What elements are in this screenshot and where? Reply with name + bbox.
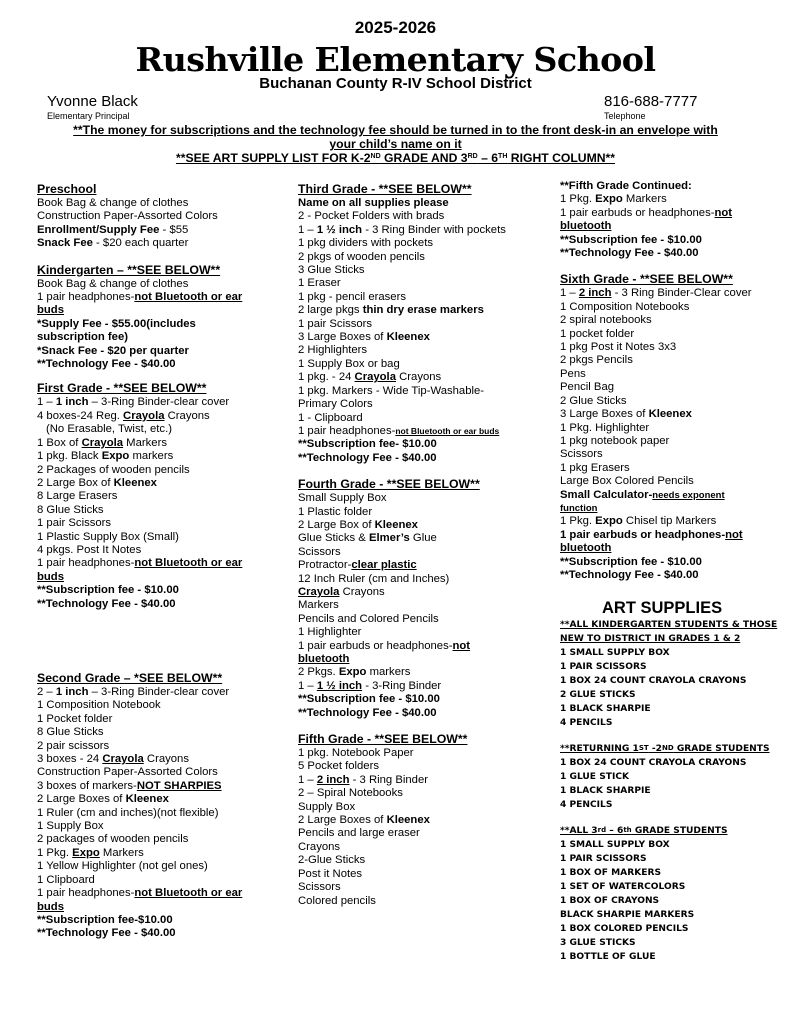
- list-item: [560, 515, 752, 528]
- list-item: 4 PENCILS: [560, 800, 613, 810]
- see-art-sup1: ND: [370, 153, 381, 160]
- list-item: **Subscription fee - $10.00: [37, 584, 179, 597]
- list-item: 1 SMALL SUPPLY BOX: [560, 840, 670, 850]
- art-supplies-title: ART SUPPLIES: [602, 599, 723, 617]
- list-item: Pens: [560, 367, 586, 380]
- list-item: 2 pair scissors: [37, 739, 110, 752]
- see-art-sup3: TH: [498, 153, 508, 160]
- list-item: 1 BOTTLE OF GLUE: [560, 952, 656, 962]
- list-item: [560, 489, 752, 502]
- list-item: 1 BOX OF CRAYONS: [560, 896, 660, 906]
- list-item: 4 pkgs. Post It Notes: [37, 543, 142, 556]
- list-item: 2-Glue Sticks: [298, 854, 366, 867]
- list-item: [298, 559, 506, 572]
- item-emphasis: Kleenex: [374, 518, 418, 531]
- list-item: 2 pkgs of wooden pencils: [298, 250, 425, 263]
- item-text: Crayons: [395, 371, 442, 384]
- list-item: [37, 847, 242, 860]
- list-item: [298, 224, 506, 237]
- principal-title: Elementary Principal: [47, 111, 130, 121]
- phone-number: 816-688-7777: [604, 93, 698, 110]
- list-item: 1 Clipboard: [37, 873, 95, 886]
- list-item: [298, 774, 506, 787]
- list-item: 1 Plastic folder: [298, 505, 373, 518]
- list-item: 1 pkg. Notebook Paper: [298, 747, 414, 760]
- list-item: [298, 371, 506, 384]
- list-item: [37, 437, 242, 450]
- list-item: Colored pencils: [298, 894, 376, 907]
- list-item: Scissors: [298, 881, 341, 894]
- item-text: 1 pkg. - 24: [298, 371, 355, 384]
- item-emphasis: not: [725, 528, 743, 541]
- list-item: 1 Composition Notebook: [37, 699, 161, 712]
- list-item: [560, 287, 752, 300]
- list-item: **Technology Fee - $40.00: [560, 568, 699, 581]
- item-text: 1 pair headphones-: [37, 557, 135, 570]
- heading-part: -2: [648, 744, 662, 754]
- item-text: Crayons: [143, 753, 189, 766]
- list-item: [37, 780, 242, 793]
- principal-name: Yvonne Black: [47, 93, 138, 110]
- heading-part: GRADE STUDENTS: [673, 744, 770, 754]
- art-group1-heading: NEW TO DISTRICT IN GRADES 1 & 2: [560, 634, 741, 644]
- item-text: Glue: [409, 532, 437, 545]
- item-text: 1 pair earbuds or headphones-: [560, 528, 726, 541]
- list-item: Construction Paper-Assorted Colors: [37, 210, 218, 223]
- list-item: [37, 477, 242, 490]
- item-emphasis: NOT SHARPIES: [136, 779, 222, 792]
- school-year: 2025-2026: [354, 18, 437, 37]
- list-item: 1 BOX 24 COUNT CRAYOLA CRAYONS: [560, 676, 747, 686]
- list-item: 1 pkg - pencil erasers: [298, 290, 406, 303]
- list-item: 1 BOX 24 COUNT CRAYOLA CRAYONS: [560, 758, 747, 768]
- heading-sup: ND: [662, 744, 674, 752]
- item-text: Crayons: [164, 409, 210, 422]
- list-item: [37, 887, 242, 900]
- item-text: 2 Large Box of: [298, 518, 375, 531]
- list-item: 1 Pocket folder: [37, 712, 113, 725]
- item-emphasis: 1 ½ inch: [316, 223, 363, 236]
- heading-sup: rd: [597, 826, 607, 834]
- list-item: 3 Glue Sticks: [298, 264, 365, 277]
- see-art-b: GRADE AND 3: [380, 151, 468, 165]
- art-supplies: [560, 598, 777, 964]
- art-group3-heading: [560, 824, 777, 838]
- first-grade-heading: First Grade - **SEE BELOW**: [37, 381, 207, 396]
- item-emphasis: Kleenex: [386, 331, 430, 344]
- list-item: 2 packages of wooden pencils: [37, 833, 189, 846]
- list-item: **Subscription fee - $10.00: [560, 555, 702, 568]
- list-item: **Technology Fee - $40.00: [298, 706, 437, 719]
- item-emphasis: not: [452, 639, 471, 652]
- list-item: 1 pkg notebook paper: [560, 434, 670, 447]
- item-text: 1 –: [298, 773, 317, 786]
- list-item: **Subscription fee-$10.00: [37, 913, 173, 926]
- item-text: 3 boxes of markers-: [37, 779, 137, 792]
- list-item: Markers: [298, 599, 339, 612]
- list-item: Large Box Colored Pencils: [560, 475, 694, 488]
- art-group1-heading: **ALL KINDERGARTEN STUDENTS & THOSE: [560, 620, 778, 630]
- item-text: - 3 Ring Binder: [349, 773, 428, 786]
- heading-sup: ST: [638, 744, 649, 752]
- list-item: buds: [37, 900, 64, 913]
- item-text: 1 pkg. Black: [37, 450, 102, 463]
- list-item: 2 GLUE STICKS: [560, 690, 636, 700]
- list-item: [37, 291, 242, 304]
- item-text: 2 Large Box of: [37, 476, 114, 489]
- list-item: 1 pkg. Markers - Wide Tip-Washable-: [298, 384, 485, 397]
- item-text: - 3 Ring Binder-Clear cover: [611, 287, 752, 300]
- item-text: 1 Pkg.: [37, 846, 73, 859]
- list-item: 1 Yellow Highlighter (not gel ones): [37, 860, 208, 873]
- sixth-grade-heading: Sixth Grade - **SEE BELOW**: [560, 272, 733, 287]
- art-group2-heading: [560, 742, 777, 756]
- list-item: *Supply Fee - $55.00(includes: [37, 317, 196, 330]
- list-item: [37, 793, 242, 806]
- list-item: [298, 666, 506, 679]
- heading-part: GRADE STUDENTS: [631, 826, 728, 836]
- list-item: [298, 586, 506, 599]
- list-item: 1 - Clipboard: [298, 411, 363, 424]
- item-emphasis: not: [714, 206, 733, 219]
- list-item: 8 Glue Sticks: [37, 726, 104, 739]
- list-item: Pencil Bag: [560, 381, 615, 394]
- fifth-continued-heading: **Fifth Grade Continued:: [560, 180, 692, 192]
- list-item: 2 - Pocket Folders with brads: [298, 210, 445, 223]
- item-text: 2 –: [37, 686, 56, 698]
- item-emphasis: 1 inch: [55, 396, 89, 409]
- list-item: [298, 532, 506, 545]
- fifth-grade-heading: Fifth Grade - **SEE BELOW**: [298, 732, 468, 747]
- preschool-heading: Preschool: [37, 182, 97, 196]
- list-item: 1 Composition Notebooks: [560, 300, 690, 313]
- fee-notice-line1: **The money for subscriptions and the technology fee should be turned in to the front desk-in an envelope with: [73, 123, 718, 137]
- item-emphasis: 1 ½ inch: [316, 679, 363, 692]
- list-item: Scissors: [560, 448, 603, 461]
- item-text: 3 Large Boxes of: [298, 331, 387, 344]
- see-art-d: RIGHT COLUMN**: [507, 151, 616, 165]
- list-item: [37, 237, 242, 250]
- list-item: 5 Pocket folders: [298, 760, 380, 773]
- item-emphasis: thin dry erase markers: [362, 304, 484, 317]
- item-text: Crayons: [339, 585, 385, 598]
- item-text: 1 pair earbuds or headphones-: [560, 206, 715, 219]
- item-emphasis: Crayola: [81, 436, 124, 449]
- list-item: **Technology Fee - $40.00: [560, 247, 699, 260]
- fee-notice-line2: your child’s name on it: [329, 137, 462, 151]
- list-item: [298, 304, 506, 317]
- item-text: markers: [129, 450, 174, 463]
- item-text: 3 boxes - 24: [37, 753, 103, 766]
- list-item: 1 Supply Box: [37, 820, 104, 833]
- list-item: 1 PAIR SCISSORS: [560, 854, 647, 864]
- item-text: 1 pair earbuds or headphones-: [298, 639, 453, 652]
- item-emphasis: 2 inch: [578, 287, 612, 300]
- heading-part: **RETURNING 1: [560, 744, 639, 754]
- phone-label: Telephone: [604, 111, 646, 121]
- list-item: [298, 814, 506, 827]
- list-item: [37, 396, 242, 409]
- item-emphasis: Expo: [338, 666, 367, 679]
- item-emphasis: Crayola: [123, 409, 165, 422]
- column-1-bottom: [37, 671, 242, 941]
- list-item: 1 PAIR SCISSORS: [560, 662, 647, 672]
- list-item: *Snack Fee - $20 per quarter: [37, 344, 189, 357]
- list-item: Supply Box: [298, 800, 356, 813]
- list-item: 2 spiral notebooks: [560, 314, 652, 327]
- list-item: [298, 331, 506, 344]
- item-text: 1 –: [298, 679, 317, 692]
- list-item: 3 GLUE STICKS: [560, 938, 636, 948]
- heading-part: – 6: [606, 826, 624, 836]
- school-name: Rushville Elementary School: [135, 40, 656, 79]
- list-item: function: [560, 502, 598, 514]
- list-item: 1 Highlighter: [298, 626, 362, 639]
- list-item: [37, 450, 242, 463]
- list-item: 1 pocket folder: [560, 327, 635, 340]
- fee-notice: [40, 123, 751, 151]
- list-item: Crayons: [298, 840, 341, 853]
- item-emphasis: Kleenex: [125, 793, 169, 806]
- list-item: [560, 408, 752, 421]
- item-text: 3 Large Boxes of: [560, 408, 649, 421]
- list-item: (No Erasable, Twist, etc.): [46, 423, 172, 436]
- list-item: [37, 224, 242, 237]
- item-text: 1 –: [37, 396, 56, 409]
- see-art-c: – 6: [477, 151, 499, 165]
- item-emphasis: Kleenex: [113, 476, 157, 489]
- list-item: **Technology Fee - $40.00: [37, 597, 176, 610]
- list-item: 1 BOX OF MARKERS: [560, 868, 662, 878]
- item-emphasis: Crayola: [102, 753, 144, 766]
- item-emphasis: Expo: [595, 515, 623, 528]
- item-text: Chisel tip Markers: [622, 515, 717, 528]
- list-item: [298, 425, 506, 438]
- list-item: Pencils and Colored Pencils: [298, 612, 439, 625]
- list-item: Construction Paper-Assorted Colors: [37, 766, 218, 779]
- item-text: 1 Pkg.: [560, 515, 596, 528]
- list-item: 2 pkgs Pencils: [560, 354, 633, 367]
- see-art-a: **SEE ART SUPPLY LIST FOR K-2: [175, 151, 371, 165]
- enrollment-fee-label: Enrollment/Supply Fee: [37, 223, 160, 236]
- item-emphasis: Crayola: [298, 585, 340, 598]
- list-item: bluetooth: [560, 220, 612, 233]
- list-item: Small Supply Box: [298, 492, 387, 505]
- item-text: 1 pair headphones-: [298, 424, 396, 437]
- list-item: **Technology Fee - $40.00: [37, 358, 176, 371]
- list-item: Post it Notes: [298, 867, 363, 880]
- list-item: **Subscription fee- $10.00: [298, 438, 437, 451]
- list-item: buds: [37, 570, 64, 583]
- snack-fee-label: Snack Fee: [37, 237, 93, 250]
- item-text: - 3 Ring Binder with pockets: [362, 223, 506, 236]
- list-item: [560, 529, 752, 542]
- list-item: 8 Glue Sticks: [37, 503, 104, 516]
- item-text: Glue Sticks &: [298, 532, 369, 545]
- list-item: 1 Plastic Supply Box (Small): [37, 530, 179, 543]
- item-text: 2 Pkgs.: [298, 666, 339, 679]
- item-emphasis: 2 inch: [316, 773, 350, 786]
- heading-sup: th: [623, 826, 632, 834]
- heading-part: **ALL 3: [560, 826, 598, 836]
- list-item: bluetooth: [298, 653, 350, 665]
- list-item: BLACK SHARPIE MARKERS: [560, 910, 695, 920]
- list-item: 1 Eraser: [298, 277, 341, 290]
- item-text: markers: [366, 666, 411, 679]
- item-text: 1 pair headphones-: [37, 291, 135, 304]
- item-emphasis: Expo: [595, 193, 623, 206]
- list-item: [37, 753, 242, 766]
- item-emphasis: Kleenex: [386, 814, 430, 827]
- list-item: [298, 640, 506, 653]
- list-item: **Subscription fee - $10.00: [298, 693, 440, 706]
- list-item: 1 SMALL SUPPLY BOX: [560, 648, 670, 658]
- list-item: 1 SET OF WATERCOLORS: [560, 882, 686, 892]
- list-item: 12 Inch Ruler (cm and Inches): [298, 572, 450, 585]
- item-text: 4 boxes-24 Reg.: [37, 409, 124, 422]
- item-text: 2 Large Boxes of: [298, 814, 387, 827]
- list-item: [560, 193, 752, 206]
- item-text: 2 Large Boxes of: [37, 793, 126, 806]
- item-emphasis: not Bluetooth or ear: [134, 887, 243, 900]
- list-item: 1 BLACK SHARPIE: [560, 786, 651, 796]
- list-item: Book Bag & change of clothes: [37, 197, 189, 209]
- list-item: 8 Large Erasers: [37, 490, 118, 503]
- list-item: Primary Colors: [298, 398, 373, 411]
- list-item: [298, 519, 506, 532]
- list-item: Scissors: [298, 545, 341, 558]
- list-item: [560, 207, 752, 220]
- item-text: 2 large pkgs: [298, 304, 363, 317]
- list-item: **Subscription fee - $10.00: [560, 233, 702, 246]
- list-item: 1 Ruler (cm and inches)(not flexible): [37, 806, 219, 819]
- item-text: 1 pair headphones-: [37, 887, 135, 900]
- item-text: Markers: [123, 436, 167, 449]
- item-emphasis: Crayola: [354, 371, 396, 384]
- item-text: Protractor-: [298, 559, 352, 572]
- item-text: 1 Pkg.: [560, 193, 596, 206]
- list-item: **Technology Fee - $40.00: [298, 451, 437, 464]
- see-art-sup2: RD: [467, 153, 478, 160]
- item-emphasis: not Bluetooth or ear: [134, 291, 243, 304]
- list-item: [37, 410, 242, 423]
- item-emphasis: 1 inch: [55, 686, 89, 698]
- snack-fee-value: - $20 each quarter: [92, 237, 189, 250]
- item-text: Markers: [622, 193, 667, 206]
- column-1-top: [37, 182, 242, 611]
- item-text: – 3-Ring Binder-clear cover: [88, 686, 230, 698]
- item-emphasis: not Bluetooth or ear buds: [395, 425, 500, 436]
- item-emphasis: needs exponent: [652, 489, 725, 501]
- enrollment-fee-value: - $55: [159, 223, 189, 236]
- list-item: 1 Supply Box or bag: [298, 357, 400, 370]
- list-item: 2 Glue Sticks: [560, 394, 627, 407]
- second-grade-heading: Second Grade – *SEE BELOW**: [37, 671, 223, 685]
- list-item: 2 – Spiral Notebooks: [298, 787, 403, 800]
- list-item: [298, 680, 506, 693]
- item-emphasis: clear plastic: [351, 559, 417, 572]
- item-text: 1 –: [560, 287, 579, 300]
- list-item: buds: [37, 304, 64, 317]
- list-item: 1 BLACK SHARPIE: [560, 704, 651, 714]
- item-text: - 3-Ring Binder: [362, 679, 442, 692]
- item-emphasis: Expo: [72, 846, 100, 859]
- list-item: Pencils and large eraser: [298, 827, 420, 840]
- item-text: – 3-Ring Binder-clear cover: [88, 396, 230, 409]
- list-item: 1 BOX COLORED PENCILS: [560, 924, 689, 934]
- item-emphasis: Expo: [101, 450, 130, 463]
- column-3: [560, 180, 752, 582]
- list-item: 1 GLUE STICK: [560, 772, 630, 782]
- item-emphasis: Kleenex: [648, 408, 692, 421]
- see-art-notice: [0, 151, 791, 165]
- item-emphasis: not Bluetooth or ear: [134, 557, 243, 570]
- item-emphasis: Elmer’s: [368, 532, 410, 545]
- item-emphasis: Small Calculator-: [560, 488, 653, 501]
- kindergarten-heading: Kindergarten – **SEE BELOW**: [37, 262, 221, 277]
- item-text: 1 Box of: [37, 436, 82, 449]
- list-item: 1 pkg Erasers: [560, 461, 630, 474]
- fourth-grade-heading: Fourth Grade - **SEE BELOW**: [298, 477, 480, 492]
- list-item: subscription fee): [37, 331, 129, 344]
- list-item: [37, 557, 242, 570]
- list-item: Name on all supplies please: [298, 197, 449, 209]
- list-item: 1 pkg dividers with pockets: [298, 237, 434, 250]
- item-text: Markers: [99, 846, 144, 859]
- third-grade-heading: Third Grade - **SEE BELOW**: [298, 182, 472, 196]
- list-item: Book Bag & change of clothes: [37, 277, 189, 290]
- list-item: 1 pair Scissors: [37, 517, 112, 530]
- list-item: 1 pkg Post it Notes 3x3: [560, 341, 677, 354]
- list-item: 2 Packages of wooden pencils: [37, 463, 190, 476]
- item-text: 1 –: [298, 223, 317, 236]
- list-item: [37, 686, 242, 699]
- list-item: bluetooth: [560, 542, 612, 555]
- column-2: [298, 182, 506, 908]
- list-item: 2 Highlighters: [298, 344, 368, 357]
- district-name: Buchanan County R-IV School District: [259, 75, 532, 92]
- list-item: 1 pair Scissors: [298, 317, 373, 330]
- list-item: 1 Pkg. Highlighter: [560, 421, 650, 434]
- list-item: **Technology Fee - $40.00: [37, 927, 176, 940]
- list-item: 4 PENCILS: [560, 718, 613, 728]
